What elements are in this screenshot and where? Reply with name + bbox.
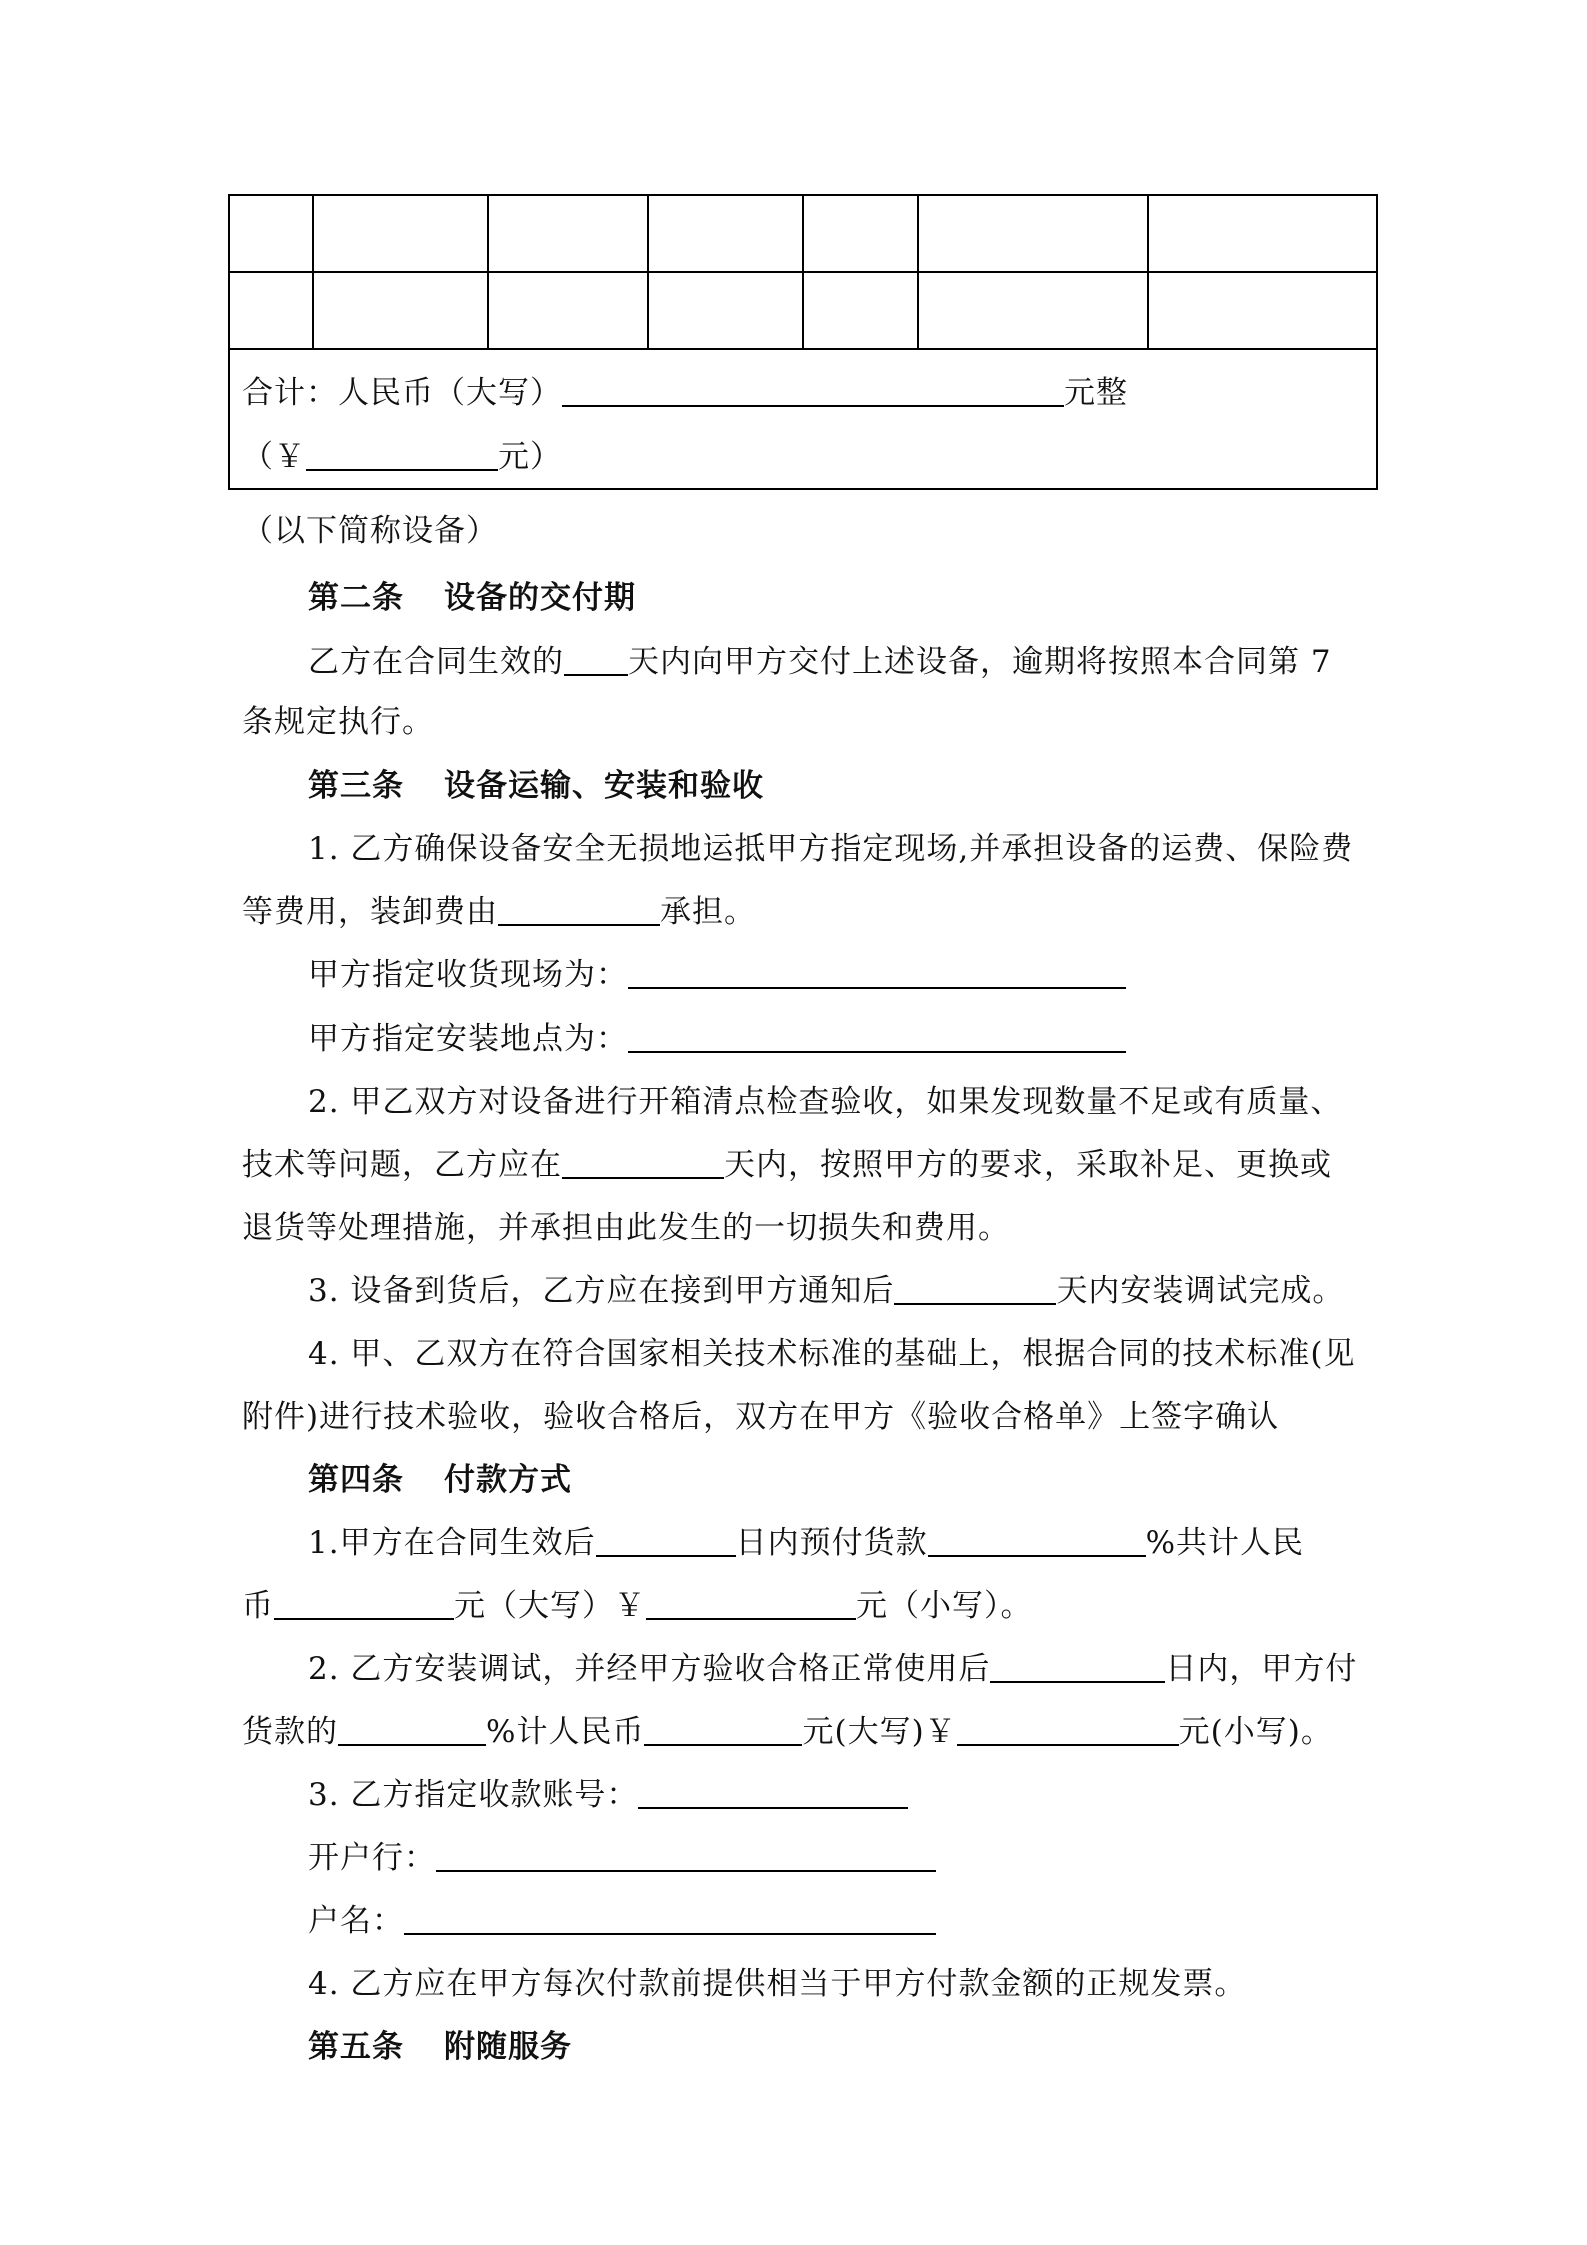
blank-days <box>894 1271 1056 1305</box>
paragraph-line <box>308 1271 1344 1311</box>
blank-yen <box>306 437 498 471</box>
blank-amount-words <box>274 1586 454 1620</box>
text: 技术等问题，乙方应在 <box>242 1147 562 1183</box>
paragraph-line <box>308 1901 936 1941</box>
article-2-heading <box>308 578 636 618</box>
text: 币 <box>242 1588 274 1624</box>
text: 2. 乙方安装调试，并经甲方验收合格正常使用后 <box>308 1651 991 1687</box>
article-number: 第五条 <box>308 2029 404 2065</box>
blank-percent <box>338 1712 486 1746</box>
text: 元(大写)￥ <box>802 1714 957 1750</box>
text: %共计人民 <box>1145 1525 1305 1561</box>
paragraph-line: 退货等处理措施，并承担由此发生的一切损失和费用。 <box>242 1210 1010 1246</box>
paragraph-line: 条规定执行。 <box>242 704 434 740</box>
paragraph-line <box>242 1586 1033 1626</box>
paragraph-line <box>242 1712 1333 1752</box>
text: 天内，按照甲方的要求，采取补足、更换或 <box>724 1147 1332 1183</box>
article-4-heading <box>308 1460 572 1500</box>
paragraph-line: 2. 甲乙双方对设备进行开箱清点检查验收，如果发现数量不足或有质量、 <box>308 1084 1343 1120</box>
table-cell <box>648 272 803 349</box>
text: 元（小写）。 <box>856 1588 1033 1624</box>
table-cell <box>1148 272 1377 349</box>
table-cell <box>229 272 313 349</box>
table-cell <box>313 272 488 349</box>
paragraph-line <box>308 1649 1357 1689</box>
yen-close: 元） <box>498 439 562 475</box>
article-number: 第四条 <box>308 1462 404 1498</box>
text: 货款的 <box>242 1714 338 1750</box>
text: 乙方在合同生效的 <box>308 644 564 680</box>
blank-percent <box>928 1523 1146 1557</box>
table-row <box>229 272 1377 349</box>
paragraph-line <box>308 1775 908 1815</box>
text: 开户行： <box>308 1840 436 1876</box>
article-5-heading <box>308 2027 572 2067</box>
table-cell <box>648 195 803 272</box>
text: 甲方指定收货现场为： <box>308 957 628 993</box>
article-title: 设备运输、安装和验收 <box>444 768 764 804</box>
blank-bank <box>436 1838 936 1872</box>
total-amount-line <box>242 373 1128 413</box>
blank-amount-words <box>644 1712 802 1746</box>
table-cell <box>918 272 1148 349</box>
text: 承担。 <box>660 894 756 930</box>
text: 日内预付货款 <box>735 1525 928 1561</box>
paragraph-line: 4. 甲、乙双方在符合国家相关技术标准的基础上，根据合同的技术标准(见 <box>308 1336 1356 1372</box>
table-cell <box>803 195 918 272</box>
total-label: 合计：人民币（大写） <box>242 375 562 411</box>
text: %计人民币 <box>486 1714 645 1750</box>
paragraph-line <box>308 642 1332 682</box>
blank-days <box>990 1649 1165 1683</box>
text: 天内安装调试完成。 <box>1056 1273 1345 1309</box>
blank-days <box>564 642 628 676</box>
text: 3. 乙方指定收款账号： <box>308 1777 639 1813</box>
text: 3. 设备到货后，乙方应在接到甲方通知后 <box>308 1273 895 1309</box>
paragraph-line: 附件)进行技术验收，验收合格后，双方在甲方《验收合格单》上签字确认 <box>242 1399 1280 1435</box>
paragraph-line <box>308 1523 1304 1563</box>
article-title: 设备的交付期 <box>444 580 636 616</box>
article-title: 附随服务 <box>444 2029 572 2065</box>
blank-amount-number <box>646 1586 856 1620</box>
text: 元（大写）￥ <box>454 1588 646 1624</box>
blank-account <box>638 1775 908 1809</box>
text: 户名： <box>308 1903 404 1939</box>
article-3-heading <box>308 766 764 806</box>
paragraph-line <box>308 1838 936 1878</box>
table-cell <box>313 195 488 272</box>
table-cell <box>229 195 313 272</box>
paragraph-line <box>308 1019 1126 1059</box>
text: 元(小写)。 <box>1178 1714 1333 1750</box>
blank-days <box>562 1145 724 1179</box>
article-number: 第二条 <box>308 580 404 616</box>
blank-party <box>498 892 660 926</box>
blank-install <box>628 1019 1126 1053</box>
table-row <box>229 195 1377 272</box>
blank-days <box>596 1523 736 1557</box>
yen-line <box>242 437 562 477</box>
table-cell <box>488 195 648 272</box>
table-cell <box>803 272 918 349</box>
paragraph-line: 1. 乙方确保设备安全无损地运抵甲方指定现场,并承担设备的运费、保险费 <box>308 831 1354 867</box>
text: 天内向甲方交付上述设备，逾期将按照本合同第 7 <box>628 644 1332 680</box>
table-cell <box>488 272 648 349</box>
article-title: 付款方式 <box>444 1462 572 1498</box>
abbrev-line: （以下简称设备） <box>242 513 498 549</box>
total-unit: 元整 <box>1064 375 1128 411</box>
table-cell <box>1148 195 1377 272</box>
text: 甲方指定安装地点为： <box>308 1021 628 1057</box>
paragraph-line: 4. 乙方应在甲方每次付款前提供相当于甲方付款金额的正规发票。 <box>308 1966 1247 2002</box>
paragraph-line <box>242 1145 1332 1185</box>
yen-open: （￥ <box>242 439 306 475</box>
blank-total-words <box>562 373 1064 407</box>
text: 等费用，装卸费由 <box>242 894 498 930</box>
blank-account-name <box>404 1901 936 1935</box>
paragraph-line <box>242 892 756 932</box>
text: 日内，甲方付 <box>1165 1651 1358 1687</box>
table-cell <box>918 195 1148 272</box>
blank-site <box>628 955 1126 989</box>
blank-amount-number <box>957 1712 1179 1746</box>
text: 1.甲方在合同生效后 <box>308 1525 596 1561</box>
paragraph-line <box>308 955 1126 995</box>
article-number: 第三条 <box>308 768 404 804</box>
